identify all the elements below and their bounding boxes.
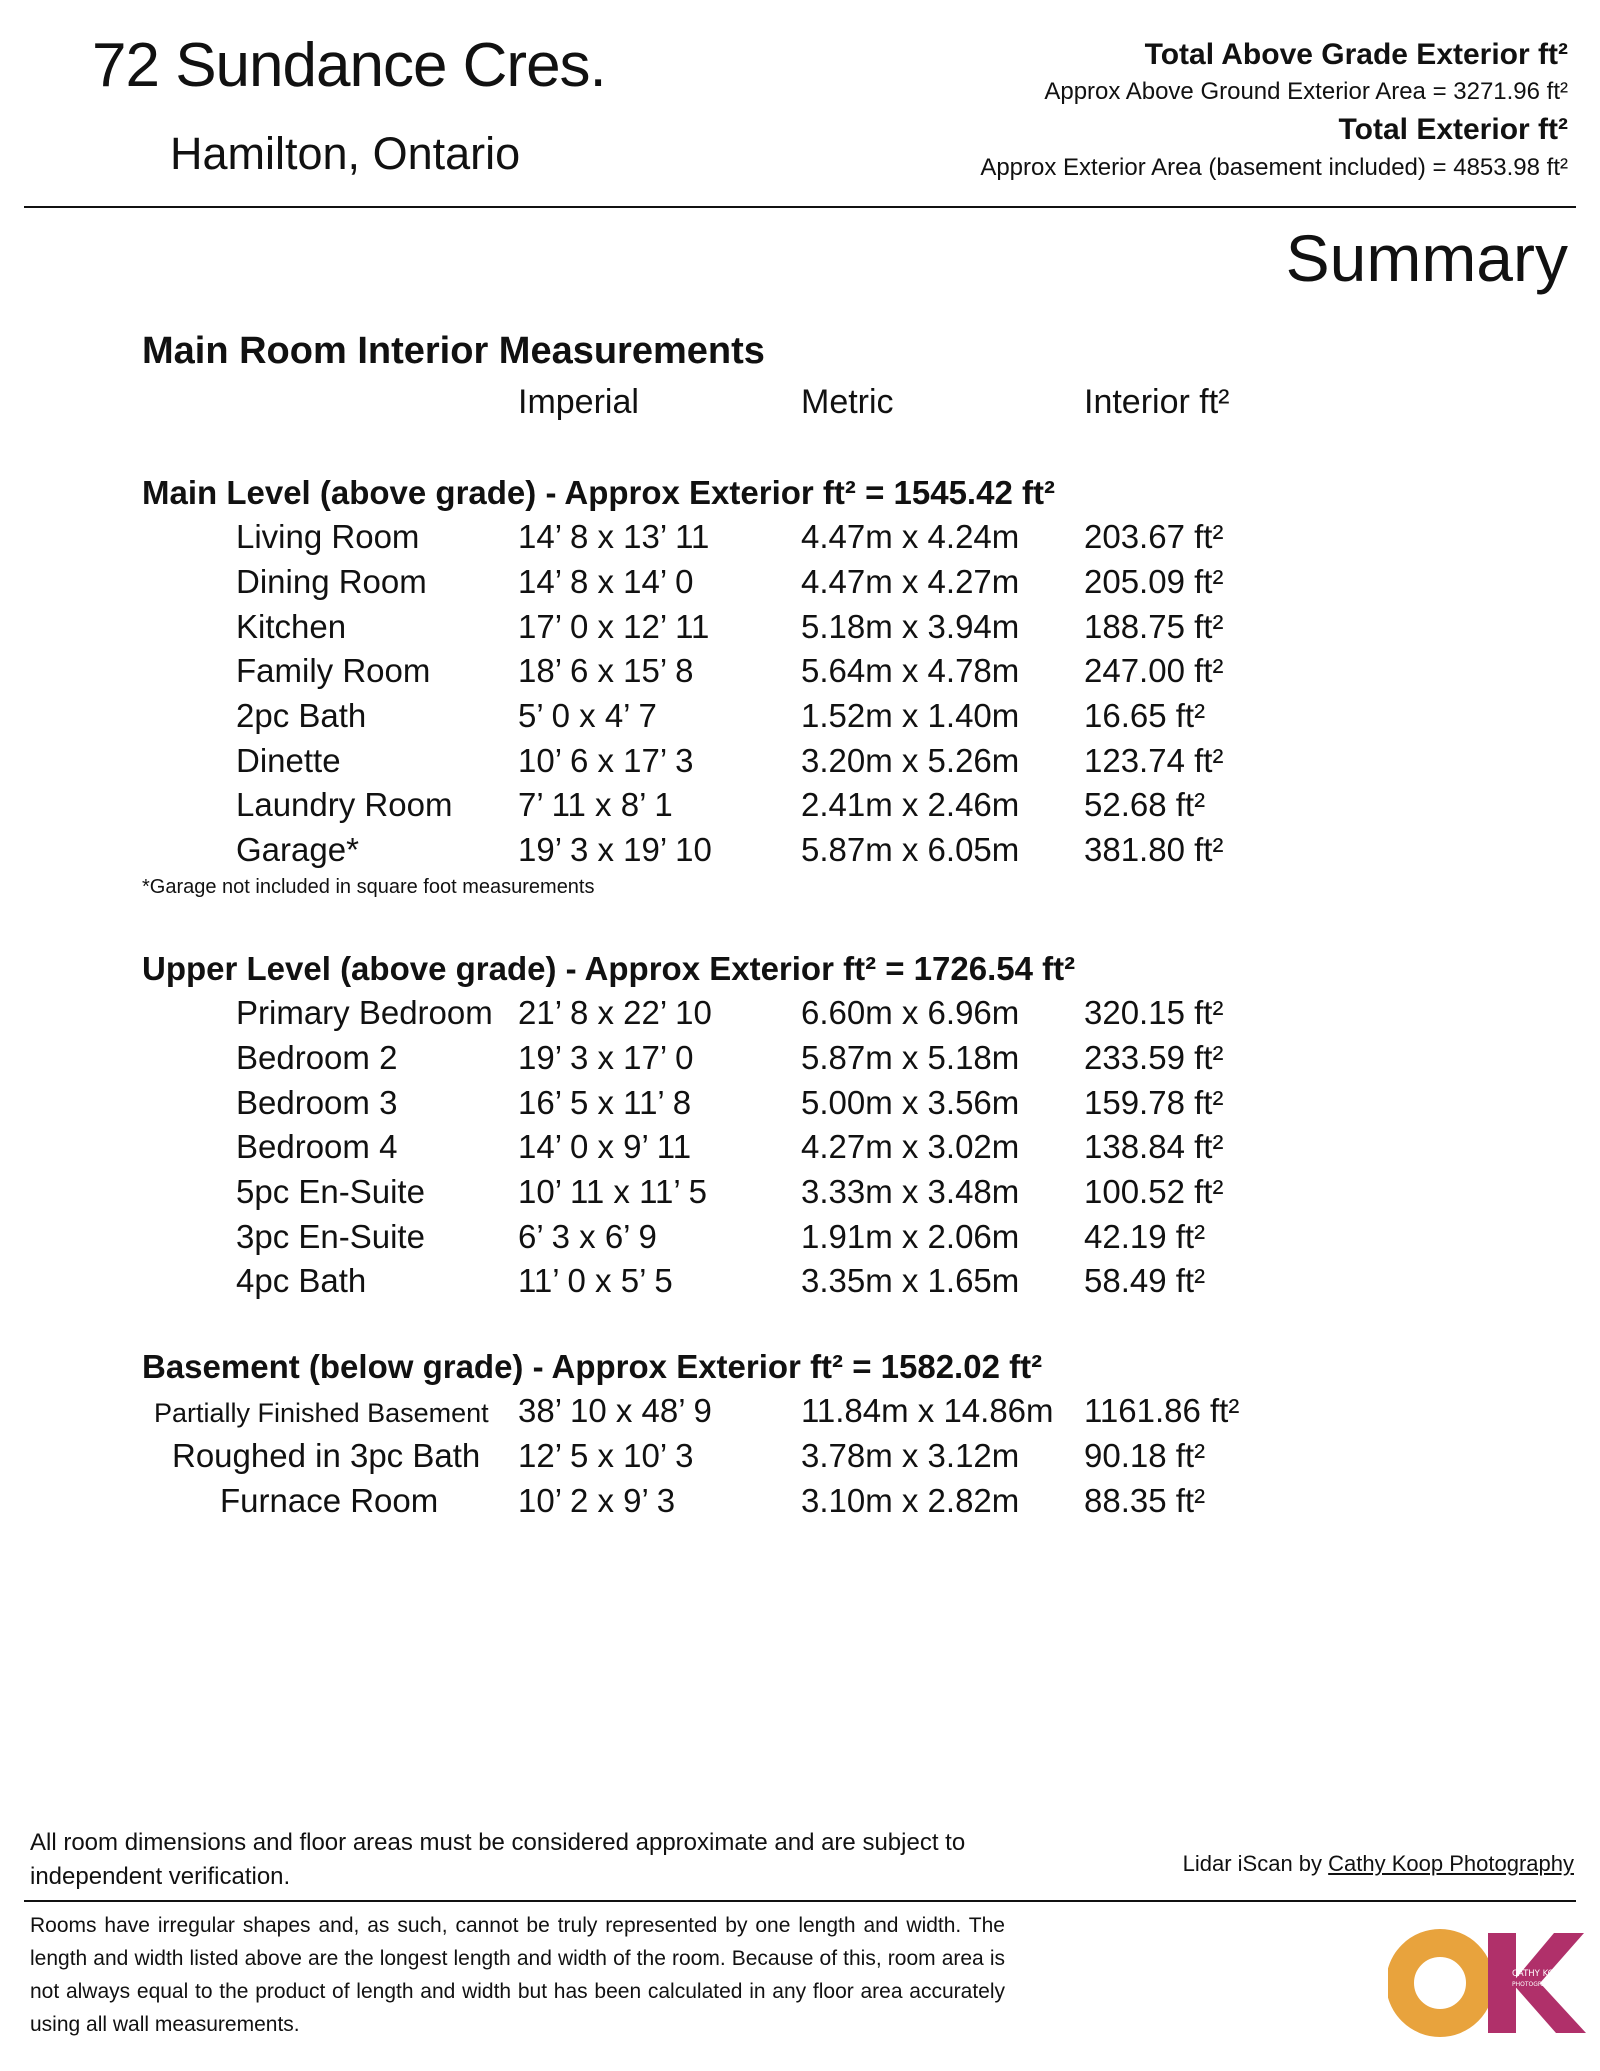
room-imperial: 10’ 11 x 11’ 5 [518,1173,707,1210]
table-row [0,608,1600,652]
room-name: Living Room [236,518,420,555]
logo-text [1512,1969,1569,1988]
room-name: 5pc En-Suite [236,1173,425,1210]
room-metric: 5.87m x 5.18m [801,1039,1020,1076]
room-imperial: 12’ 5 x 10’ 3 [518,1437,694,1474]
room-name: Primary Bedroom [236,994,493,1031]
room-area: 90.18 ft² [1084,1437,1206,1474]
column-imperial: Imperial [518,383,639,421]
footer-divider [24,1900,1576,1902]
room-name: Dining Room [236,563,427,600]
room-name: Garage* [236,831,359,868]
room-area: 1161.86 ft² [1084,1392,1240,1429]
room-metric: 5.18m x 3.94m [801,608,1020,645]
room-metric: 4.27m x 3.02m [801,1128,1020,1165]
property-address: 72 Sundance Cres. [92,31,606,100]
garage-note: *Garage not included in square foot measurements [142,876,595,898]
table-row [0,1262,1600,1306]
header-divider [24,206,1576,208]
table-row [0,652,1600,696]
room-name: Kitchen [236,608,347,645]
room-metric: 6.60m x 6.96m [801,994,1020,1031]
room-imperial: 16’ 5 x 11’ 8 [518,1084,692,1121]
summary-heading: Summary [1285,221,1568,295]
room-area: 203.67 ft² [1084,518,1224,555]
room-imperial: 21’ 8 x 22’ 10 [518,994,712,1031]
upper-level-title: Upper Level (above grade) - Approx Exterior ft² = 1726.54 ft² [142,950,1076,987]
basement-title: Basement (below grade) - Approx Exterior ft² = 1582.02 ft² [142,1348,1043,1385]
irregular-shapes-note: Rooms have irregular shapes and, as such, cannot be truly represented by one length and width. The length and width listed above are the longest length and width of the room. Because of this, room area is not always equal to the product of length and width but has been calculated in any floor area accurately using all wall measurements. [30,1914,1005,2036]
room-imperial: 5’ 0 x 4’ 7 [518,697,657,734]
property-city: Hamilton, Ontario [170,128,521,179]
column-metric: Metric [801,383,894,421]
table-row [0,697,1600,741]
room-name: Laundry Room [236,786,453,823]
room-area: 42.19 ft² [1084,1218,1206,1255]
room-metric: 3.20m x 5.26m [801,742,1020,779]
room-area: 233.59 ft² [1084,1039,1224,1076]
room-name: Bedroom 4 [236,1128,398,1165]
room-area: 100.52 ft² [1084,1173,1224,1210]
total-exterior-title: Total Exterior ft² [1338,113,1568,146]
room-metric: 2.41m x 2.46m [801,786,1020,823]
room-imperial: 6’ 3 x 6’ 9 [518,1218,657,1255]
room-imperial: 14’ 0 x 9’ 11 [518,1128,692,1165]
table-row [0,786,1600,830]
table-row [0,1392,1600,1436]
room-area: 188.75 ft² [1084,608,1224,645]
column-interior: Interior ft² [1084,383,1230,421]
ck-logo [1388,1928,1588,2038]
main-level-title: Main Level (above grade) - Approx Exterior ft² = 1545.42 ft² [142,474,1055,511]
logo-text-line: CATHY KOOP [1512,1969,1567,1979]
measurements-title: Main Room Interior Measurements [142,330,765,372]
room-area: 138.84 ft² [1084,1128,1224,1165]
room-metric: 1.91m x 2.06m [801,1218,1020,1255]
room-name: Bedroom 2 [236,1039,398,1076]
room-area: 247.00 ft² [1084,652,1224,689]
table-row [0,1218,1600,1262]
table-row [0,1039,1600,1083]
room-name: Partially Finished Basement [154,1398,489,1428]
room-area: 320.15 ft² [1084,994,1224,1031]
table-row [0,518,1600,562]
room-name: Bedroom 3 [236,1084,398,1121]
table-row [0,1437,1600,1481]
room-name: Furnace Room [220,1482,439,1519]
table-row [0,994,1600,1038]
room-name: Roughed in 3pc Bath [172,1437,481,1474]
room-metric: 11.84m x 14.86m [801,1392,1054,1429]
credit-prefix: Lidar iScan by [1182,1851,1329,1876]
photographer-link[interactable]: Cathy Koop Photography [1328,1851,1574,1876]
room-name: 4pc Bath [236,1262,367,1299]
room-metric: 1.52m x 1.40m [801,697,1020,734]
room-metric: 4.47m x 4.24m [801,518,1020,555]
room-imperial: 7’ 11 x 8’ 1 [518,786,673,823]
room-name: Family Room [236,652,431,689]
table-row [0,1173,1600,1217]
room-metric: 3.35m x 1.65m [801,1262,1020,1299]
room-imperial: 38’ 10 x 48’ 9 [518,1392,712,1429]
logo-c-ring [1400,1943,1480,2023]
room-imperial: 17’ 0 x 12’ 11 [518,608,710,645]
room-imperial: 14’ 8 x 14’ 0 [518,563,694,600]
room-area: 381.80 ft² [1084,831,1224,868]
room-name: 2pc Bath [236,697,367,734]
table-row [0,1128,1600,1172]
room-area: 159.78 ft² [1084,1084,1224,1121]
room-imperial: 19’ 3 x 19’ 10 [518,831,712,868]
above-grade-area: Approx Above Ground Exterior Area = 3271.96 ft² [1044,78,1568,105]
room-imperial: 10’ 2 x 9’ 3 [518,1482,676,1519]
above-grade-title: Total Above Grade Exterior ft² [1144,38,1568,71]
room-area: 58.49 ft² [1084,1262,1206,1299]
room-imperial: 19’ 3 x 17’ 0 [518,1039,694,1076]
logo-text-line: PHOTOGRAPHY [1512,1981,1558,1988]
room-metric: 5.64m x 4.78m [801,652,1020,689]
room-metric: 4.47m x 4.27m [801,563,1020,600]
table-row [0,742,1600,786]
table-row [0,1482,1600,1526]
room-metric: 3.78m x 3.12m [801,1437,1020,1474]
room-metric: 3.33m x 3.48m [801,1173,1020,1210]
room-metric: 5.00m x 3.56m [801,1084,1020,1121]
room-metric: 5.87m x 6.05m [801,831,1020,868]
table-row [0,831,1600,875]
room-area: 205.09 ft² [1084,563,1224,600]
table-row [0,563,1600,607]
room-name: Dinette [236,742,341,779]
photographer-credit [1183,1851,1574,1877]
room-imperial: 10’ 6 x 17’ 3 [518,742,694,779]
room-area: 123.74 ft² [1084,742,1224,779]
table-row [0,1084,1600,1128]
total-exterior-area: Approx Exterior Area (basement included) = 4853.98 ft² [980,154,1568,181]
room-imperial: 14’ 8 x 13’ 11 [518,518,710,555]
room-imperial: 18’ 6 x 15’ 8 [518,652,694,689]
room-area: 88.35 ft² [1084,1482,1206,1519]
room-area: 52.68 ft² [1084,786,1206,823]
approximation-disclaimer: All room dimensions and floor areas must be considered approximate and are subject to independent verification. [30,1829,966,1890]
room-metric: 3.10m x 2.82m [801,1482,1020,1519]
room-area: 16.65 ft² [1084,697,1206,734]
room-imperial: 11’ 0 x 5’ 5 [518,1262,673,1299]
room-name: 3pc En-Suite [236,1218,425,1255]
